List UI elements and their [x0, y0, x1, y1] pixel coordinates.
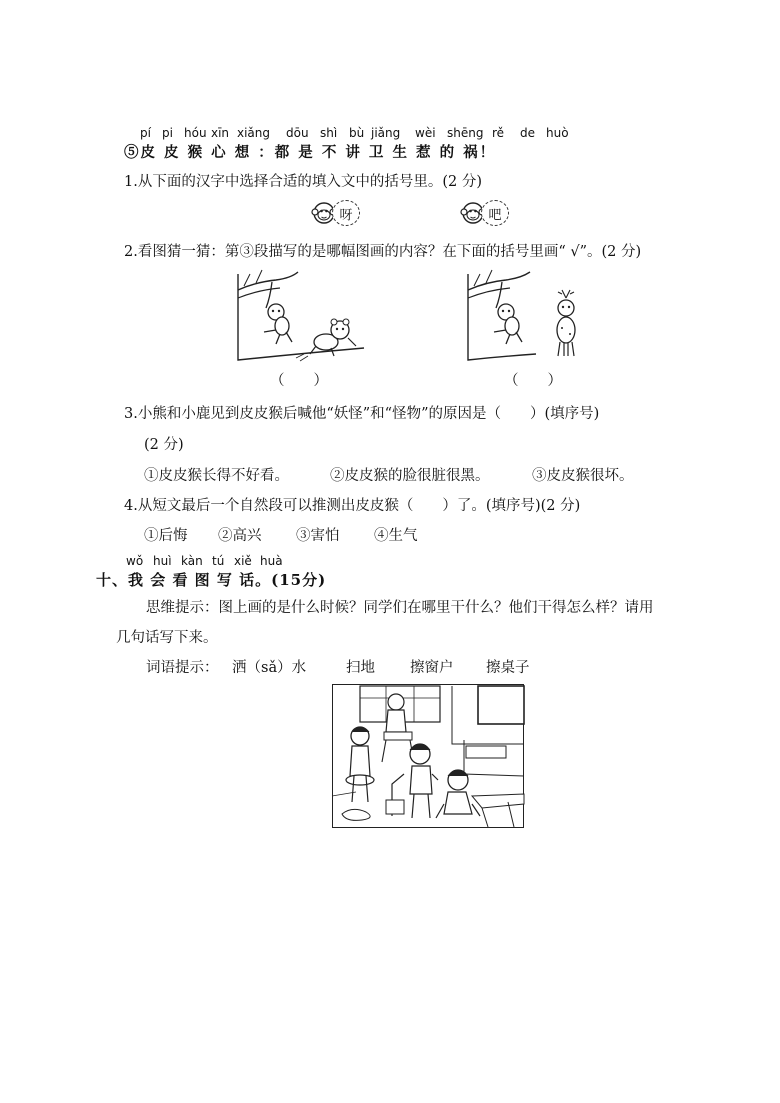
pinyin-syllable: rě — [492, 126, 505, 140]
pinyin-syllable: de — [520, 126, 535, 140]
section10-thinking-hint-line2: 几句话写下来。 — [116, 630, 218, 646]
section10-thinking-hint-line1: 思维提示：图上画的是什么时候？同学们在哪里干什么？他们干得怎么样？请用 — [146, 600, 654, 616]
pinyin-syllable: xīn — [211, 126, 230, 140]
classroom-cleaning-picture — [332, 684, 524, 828]
q4-text: 4.从短文最后一个自然段可以推测出皮皮猴（ ）了。(填序号)(2 分) — [124, 498, 581, 514]
section10-words-label: 词语提示： — [146, 660, 219, 676]
q4-option-3: ③害怕 — [296, 528, 340, 544]
section10-word-ca-chuang-hu: 擦窗户 — [410, 660, 454, 676]
section10-word-ca-zhuo-zi: 擦桌子 — [486, 660, 530, 676]
para5-text: ⑤皮 皮 猴 心 想 ：都 是 不 讲 卫 生 惹 的 祸！ — [124, 144, 497, 161]
q3-score: (2 分) — [144, 437, 184, 453]
q1-option-bubble — [481, 200, 509, 226]
pinyin-syllable: xiǎng — [237, 126, 271, 140]
q1-option-char: 呀 — [339, 207, 353, 223]
pinyin-syllable: hóu — [184, 126, 207, 140]
q2-blank-left[interactable]: （ ） — [270, 373, 328, 389]
q2-text: 2.看图猜一猜：第③段描写的是哪幅图画的内容？在下面的括号里画“ √”。(2 分) — [124, 244, 642, 260]
q2-picture-monkey-and-bear — [236, 268, 366, 364]
q1-option-ya — [312, 200, 360, 226]
q2-picture-monkey-and-deer — [466, 268, 586, 364]
pinyin-syllable: huò — [546, 126, 569, 140]
q3-option-2: ②皮皮猴的脸很脏很黑。 — [330, 468, 490, 484]
pinyin-syllable: jiǎng — [371, 126, 401, 140]
pinyin-syllable: huì — [153, 554, 172, 568]
pinyin-syllable: huà — [260, 554, 283, 568]
q1-option-ba — [461, 200, 509, 226]
pinyin-syllable: kàn — [181, 554, 203, 568]
q1-text: 1.从下面的汉字中选择合适的填入文中的括号里。(2 分) — [124, 174, 482, 190]
pinyin-syllable: tú — [212, 554, 225, 568]
pinyin-syllable: shēng — [447, 126, 484, 140]
q4-option-4: ④生气 — [374, 528, 418, 544]
q3-text: 3.小熊和小鹿见到皮皮猴后喊他“妖怪”和“怪物”的原因是（ ）(填序号) — [124, 406, 600, 422]
section10-word-sa-shui: 洒（sǎ）水 — [232, 660, 307, 676]
q4-option-2: ②高兴 — [218, 528, 262, 544]
q1-option-bubble — [332, 200, 360, 226]
section10-title: 十、我 会 看 图 写 话。(15分) — [96, 571, 327, 589]
q3-option-3: ③皮皮猴很坏。 — [532, 468, 634, 484]
section10-pinyin — [126, 554, 306, 570]
para5-pinyin — [140, 126, 600, 142]
q3-option-1: ①皮皮猴长得不好看。 — [144, 468, 289, 484]
section10-word-sao-di: 扫地 — [346, 660, 375, 676]
pinyin-syllable: shì — [320, 126, 338, 140]
pinyin-syllable: wǒ — [126, 554, 144, 568]
pinyin-syllable: xiě — [234, 554, 252, 568]
pinyin-syllable: dōu — [286, 126, 309, 140]
q1-option-char: 吧 — [488, 207, 502, 223]
pinyin-syllable: wèi — [415, 126, 436, 140]
pinyin-syllable: pi — [162, 126, 173, 140]
pinyin-syllable: bù — [349, 126, 365, 140]
q4-option-1: ①后悔 — [144, 528, 188, 544]
pinyin-syllable: pí — [140, 126, 151, 140]
q2-blank-right[interactable]: （ ） — [504, 373, 562, 389]
